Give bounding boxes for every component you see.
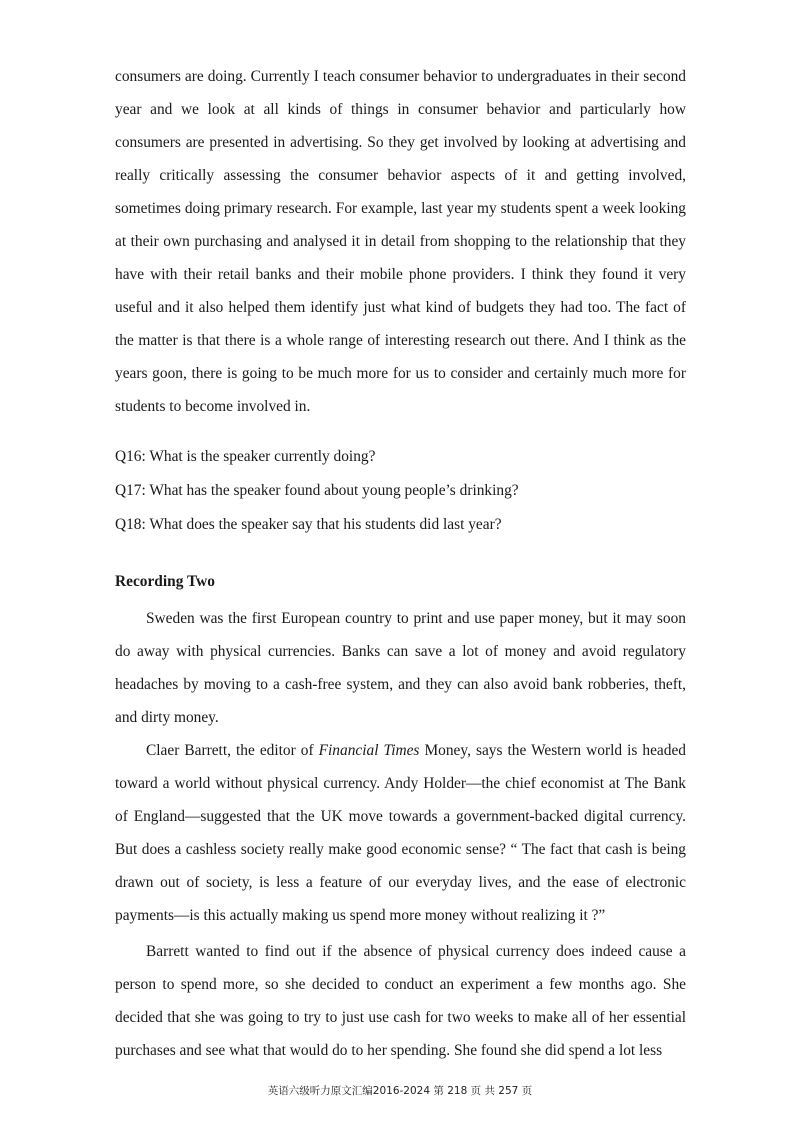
- transcript-paragraph-1: consumers are doing. Currently I teach consumer behavior to undergraduates in their second year and we look at all kinds of things in consumer behavior and particularly how consumers are presented in advertising. So they get involved by looking at advertising and really critically assessing the consumer behavior aspects of it and getting involved, sometimes doing primary research. For example, last year my students spent a week looking at their own purchasing and analysed it in detail from shopping to the relationship that they have with their retail banks and their mobile phone providers. I think they found it very useful and it also helped them identify just what kind of budgets they had too. The fact of the matter is that there is a whole range of interesting research out there. And I think as the years goon, there is going to be much more for us to consider and certainly much more for students to become involved in.: [115, 68, 686, 415]
- transcript-paragraph-2: Sweden was the first European country to print and use paper money, but it may soon do away with physical currencies. Banks can save a lot of money and avoid regulatory headaches by moving to a cash-free system, and they can also avoid bank robberies, theft, and dirty money.: [115, 610, 686, 726]
- footer-page-total: 257: [498, 1085, 519, 1097]
- footer-page-prefix: 第: [433, 1085, 444, 1097]
- paragraph-3-body: Money, says the Western world is headed toward a world without physical currency. Andy Holder—the chief economist at The Bank of England—suggested that the UK move towards a government-backed digital currency. But does a cashless society really make good economic sense? “ The fact that cash is being drawn out of society, is less a feature of our everyday lives, and the ease of electronic payments—is this actually making us spend more money without realizing it ?”: [115, 742, 686, 924]
- question-17: Q17: What has the speaker found about young people’s drinking?: [115, 482, 519, 499]
- footer-page-suffix: 页: [521, 1085, 533, 1097]
- page-footer: [0, 1083, 800, 1098]
- section-heading: Recording Two: [115, 573, 215, 590]
- footer-title: 英语六级听力原文汇编2016-2024: [267, 1085, 431, 1097]
- footer-page-mid: 页 共: [470, 1085, 495, 1097]
- transcript-paragraph-3: [115, 734, 686, 932]
- transcript-paragraph-4: Barrett wanted to find out if the absence of physical currency does indeed cause a person to spend more, so she decided to conduct an experiment a few months ago. She decided that she was going to try to just use cash for two weeks to make all of her essential purchases and see what that would do to her spending. She found she did spend a lot less: [115, 943, 686, 1059]
- paragraph-3-lead: Claer Barrett, the editor of: [146, 742, 319, 759]
- question-18: Q18: What does the speaker say that his students did last year?: [115, 516, 502, 533]
- footer-page-current: 218: [447, 1085, 468, 1097]
- question-16: Q16: What is the speaker currently doing?: [115, 448, 376, 465]
- publication-title: Financial Times: [318, 742, 420, 759]
